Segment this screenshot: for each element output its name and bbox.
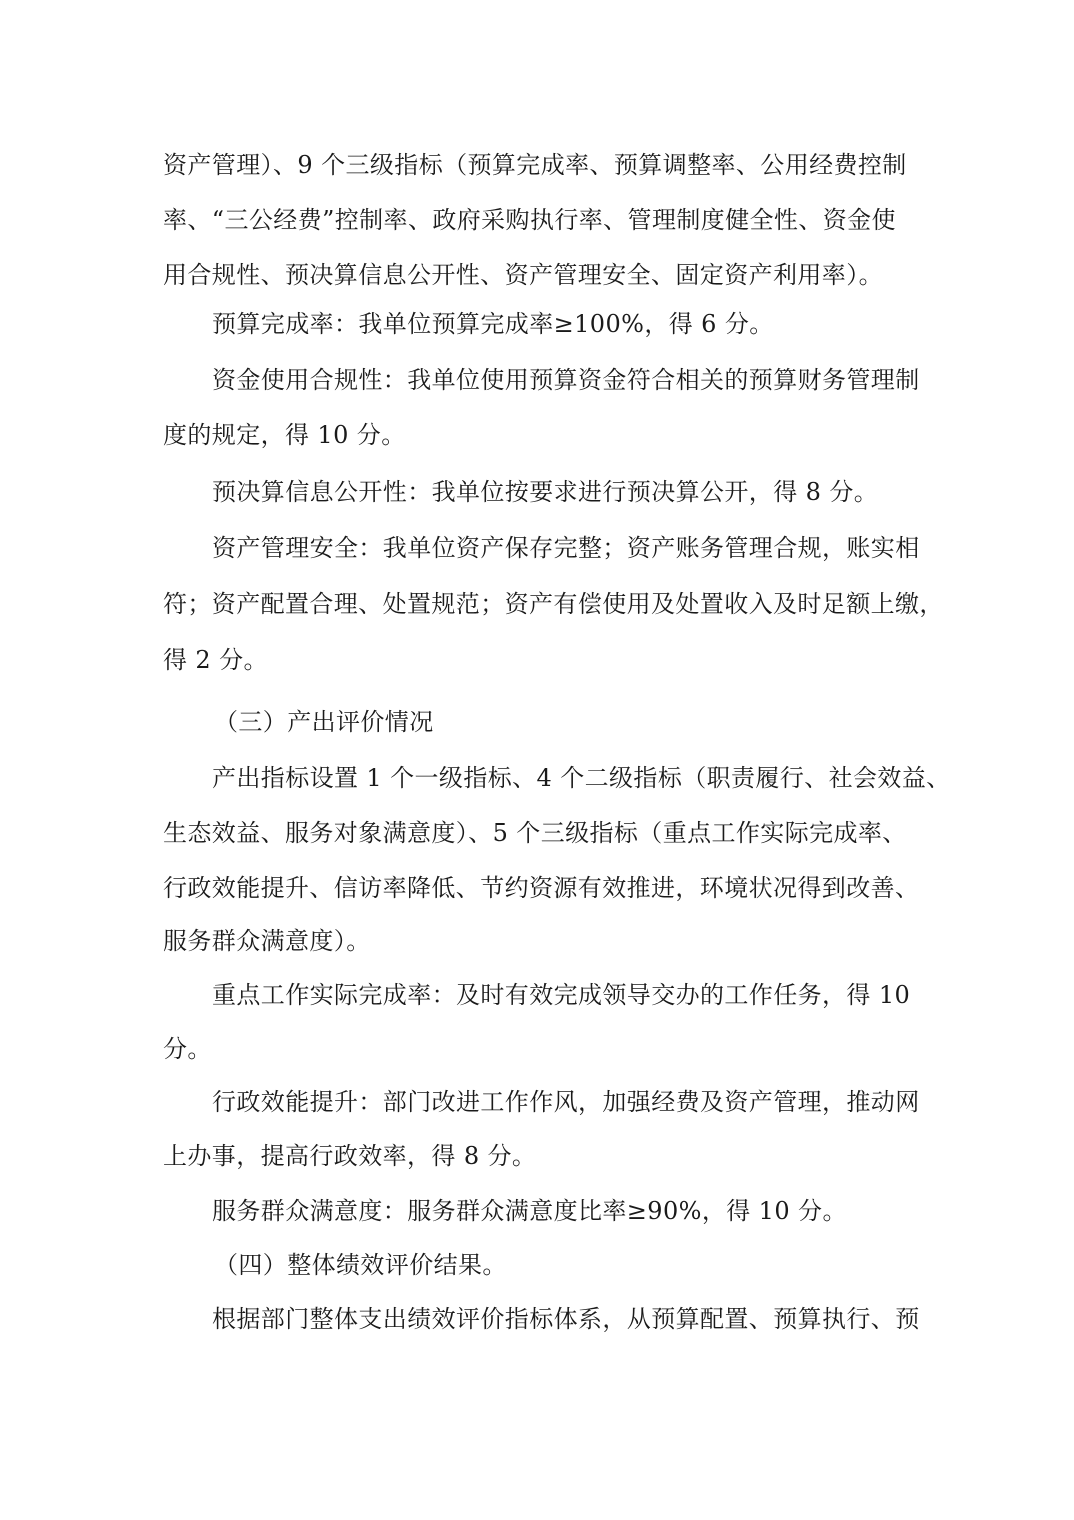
text-line: 得 2 分。 (163, 646, 268, 674)
text-line: 用合规性、预决算信息公开性、资产管理安全、固定资产利用率）。 (163, 261, 883, 289)
text-line: 行政效能提升、信访率降低、节约资源有效推进，环境状况得到改善、 (163, 874, 920, 902)
text-line: 服务群众满意度）。 (163, 927, 371, 955)
text-line: 根据部门整体支出绩效评价指标体系，从预算配置、预算执行、预 (212, 1305, 920, 1333)
text-line: 率、“三公经费”控制率、政府采购执行率、管理制度健全性、资金使 (163, 206, 896, 234)
text-line: 上办事，提高行政效率，得 8 分。 (163, 1142, 537, 1170)
text-line: 行政效能提升：部门改进工作作风，加强经费及资产管理，推动网 (212, 1088, 920, 1116)
text-line: 分。 (163, 1035, 212, 1063)
text-line: 预决算信息公开性：我单位按要求进行预决算公开，得 8 分。 (212, 478, 879, 506)
text-line: 符；资产配置合理、处置规范；资产有偿使用及处置收入及时足额上缴， (163, 590, 944, 618)
text-line: 重点工作实际完成率：及时有效完成领导交办的工作任务，得 10 (212, 981, 911, 1009)
text-line: 服务群众满意度：服务群众满意度比率≥90%，得 10 分。 (212, 1197, 847, 1225)
text-line: 资金使用合规性：我单位使用预算资金符合相关的预算财务管理制 (212, 366, 920, 394)
text-line: 度的规定，得 10 分。 (163, 421, 406, 449)
text-line: 资产管理安全：我单位资产保存完整；资产账务管理合规，账实相 (212, 534, 920, 562)
section-heading: （三）产出评价情况 (214, 708, 434, 736)
text-line: 生态效益、服务对象满意度）、5 个三级指标（重点工作实际完成率、 (163, 819, 907, 847)
section-heading: （四）整体绩效评价结果。 (214, 1251, 507, 1279)
text-line: 预算完成率：我单位预算完成率≥100%，得 6 分。 (212, 310, 774, 338)
text-line: 产出指标设置 1 个一级指标、4 个二级指标（职责履行、社会效益、 (212, 764, 951, 792)
text-line: 资产管理）、9 个三级指标（预算完成率、预算调整率、公用经费控制 (163, 151, 907, 179)
